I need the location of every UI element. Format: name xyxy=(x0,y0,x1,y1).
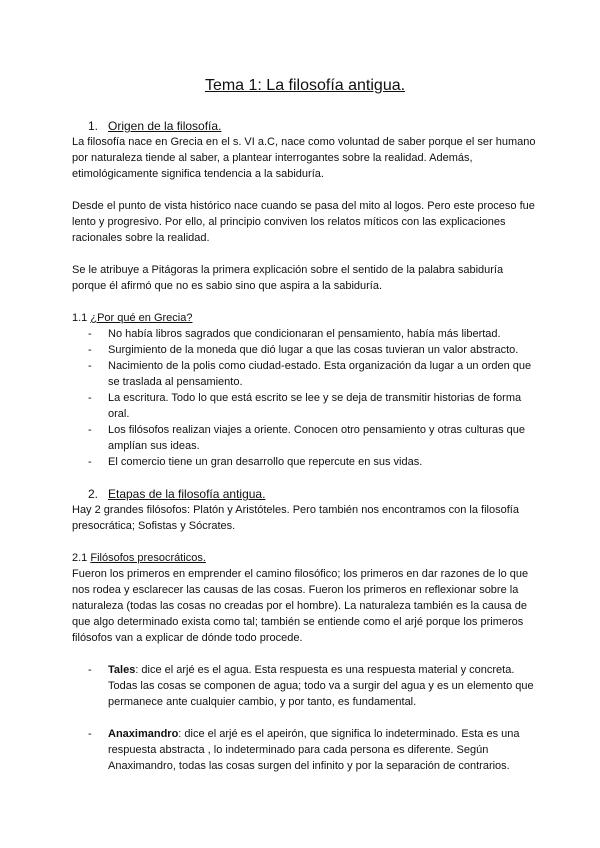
list-item-text: Surgimiento de la moneda que dió lugar a que las cosas tuvieran un valor abstracto. xyxy=(108,344,519,356)
philosopher-description: : dice el arjé es el apeirón, que significa lo indeterminado. Esta es una respuesta abstracta , lo indeterminado para cada persona es diferente. Según Anaximandro, todas las cosas surgen del infinito y por la separación de contrarios. xyxy=(108,728,520,772)
dash-bullet: - xyxy=(88,360,92,372)
dash-bullet: - xyxy=(88,392,92,404)
section-1-paragraph-3: Se le atribuye a Pitágoras la primera explicación sobre el sentido de la palabra sabiduría porque él afirmó que no es sabio sino que aspira a la sabiduría. xyxy=(72,264,504,292)
list-item xyxy=(72,726,538,774)
subsection-1-1-number: 1.1 xyxy=(72,312,88,324)
list-item xyxy=(72,326,538,342)
section-1-paragraph-1: La filosofía nace en Grecia en el s. VI a.C, nace como voluntad de saber porque el ser humano por naturaleza tiende al saber, a plantear interrogantes sobre la realidad. Además, etimológicamente significa tendencia a la sabiduría. xyxy=(72,136,536,180)
list-item-text: No había libros sagrados que condicionaran el pensamiento, había más libertad. xyxy=(108,328,501,340)
dash-bullet: - xyxy=(88,328,92,340)
section-2-number: 2. xyxy=(87,487,98,501)
subsection-2-1-title: Filósofos presocráticos. xyxy=(90,552,206,564)
dash-bullet: - xyxy=(88,456,92,468)
subsection-1-1-heading xyxy=(72,310,538,326)
dash-bullet: - xyxy=(88,728,92,740)
section-1-title: Origen de la filosofía. xyxy=(108,119,222,133)
list-item xyxy=(72,662,538,710)
philosophers-list xyxy=(72,662,538,774)
list-item-text: La escritura. Todo lo que está escrito se lee y se deja de transmitir historias de forma oral. xyxy=(108,392,522,420)
list-item-text xyxy=(108,662,538,710)
philosopher-name: Tales xyxy=(108,664,136,676)
list-item-text xyxy=(108,726,538,774)
subsection-2-1-heading xyxy=(72,550,538,566)
section-1-heading xyxy=(72,118,538,134)
dash-bullet: - xyxy=(88,424,92,436)
page-title: Tema 1: La filosofía antigua. xyxy=(204,77,406,94)
philosopher-description: : dice el arjé es el agua. Esta respuesta es una respuesta material y concreta. Todas las cosas se componen de agua; todo va a surgir del agua y es un elemento que permanece ante cualquier cambio, y por tanto, es fundamental. xyxy=(108,664,534,708)
dash-bullet: - xyxy=(88,344,92,356)
philosopher-name: Anaximandro xyxy=(108,728,179,740)
list-item xyxy=(72,422,538,454)
list-item xyxy=(72,390,538,422)
section-1-paragraph-2: Desde el punto de vista histórico nace cuando se pasa del mito al logos. Pero este proceso fue lento y progresivo. Por ello, al principio conviven los relatos míticos con las explicaciones racionales sobre la realidad. xyxy=(72,200,535,244)
section-2-title: Etapas de la filosofía antigua. xyxy=(108,487,266,501)
list-item xyxy=(72,342,538,358)
list-item-text: El comercio tiene un gran desarrollo que repercute en sus vidas. xyxy=(108,456,423,468)
subsection-1-1-title: ¿Por qué en Grecia? xyxy=(90,312,193,324)
subsection-2-1-paragraph: Fueron los primeros en emprender el camino filosófico; los primeros en dar razones de lo que nos rodea y esclarecer las causas de las cosas. Fueron los primeros en reflexionar sobre la naturaleza (todas las cosas no creadas por el hombre). La naturaleza también es la causa de que algo determinado exista como tal; también se entiende como el arjé porque los primeros filósofos van a explicar de dónde todo procede. xyxy=(72,568,529,644)
list-item-text: Los filósofos realizan viajes a oriente. Conocen otro pensamiento y otras culturas que amplían sus ideas. xyxy=(108,424,526,452)
list-item-text: Nacimiento de la polis como ciudad-estado. Esta organización da lugar a un orden que se traslada al pensamiento. xyxy=(108,360,532,388)
dash-bullet: - xyxy=(88,664,92,676)
subsection-2-1-number: 2.1 xyxy=(72,552,88,564)
section-1-number: 1. xyxy=(87,119,98,133)
section-2-heading xyxy=(72,486,538,502)
list-item xyxy=(72,358,538,390)
list-item xyxy=(72,454,538,470)
reasons-list xyxy=(72,326,538,470)
section-2-paragraph-1: Hay 2 grandes filósofos: Platón y Aristóteles. Pero también nos encontramos con la filosofía presocrática; Sofistas y Sócrates. xyxy=(72,504,519,532)
